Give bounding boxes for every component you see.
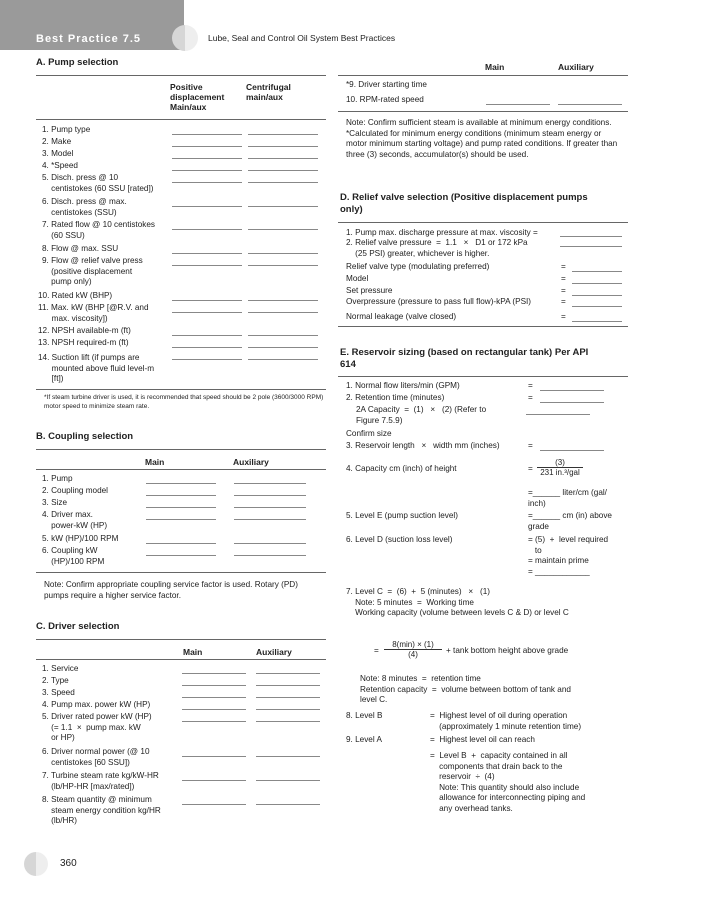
blank-field[interactable]: [172, 347, 242, 348]
blank-field[interactable]: [172, 206, 242, 207]
blank-field[interactable]: [234, 483, 306, 484]
section-a-title: A. Pump selection: [36, 57, 119, 68]
fraction-numerator: 8(min) × (1): [384, 640, 442, 650]
equals-sign: =: [374, 646, 379, 655]
blank-field[interactable]: [248, 229, 318, 230]
list-item: 3. Model: [42, 149, 74, 158]
list-item: 8. Level B: [346, 711, 383, 720]
blank-field[interactable]: [182, 756, 246, 757]
list-item: 3. Size: [42, 498, 68, 507]
blank-field[interactable]: [234, 507, 306, 508]
list-item: 9. Level A: [346, 735, 382, 744]
blank-field[interactable]: [248, 253, 318, 254]
blank-field[interactable]: [572, 321, 622, 322]
section-b-title: B. Coupling selection: [36, 431, 134, 442]
list-item: 6. Driver normal power (@ 10 centistokes [60 SSU]): [42, 747, 150, 767]
blank-field[interactable]: [182, 673, 246, 674]
col-header-main: Main: [145, 457, 165, 467]
divider: [36, 449, 326, 450]
page-circle-icon: [24, 852, 48, 876]
section-e-title: E. Reservoir sizing (based on rectangular tank) Per API 614: [340, 347, 589, 370]
list-item: 7. Level C = (6) + 5 (minutes) × (1) Note: 5 minutes = Working time Working capacity (volume between levels C & D) or level C: [346, 587, 569, 617]
fraction-denominator: 231 in.³/gal: [540, 468, 580, 477]
section-d-title: D. Relief valve selection (Positive displacement pumps only): [340, 192, 588, 215]
equals-sign: =: [561, 274, 566, 283]
fraction-numerator: (3): [537, 458, 583, 468]
divider: [338, 75, 628, 76]
blank-field[interactable]: [234, 555, 306, 556]
blank-field[interactable]: [146, 507, 216, 508]
blank-field[interactable]: [256, 721, 320, 722]
divider: [36, 572, 326, 573]
blank-field[interactable]: [256, 780, 320, 781]
blank-field[interactable]: [182, 709, 246, 710]
col-header-auxiliary: Auxiliary: [256, 647, 292, 657]
list-item: + tank bottom height above grade: [446, 646, 569, 655]
divider: [36, 639, 326, 640]
list-item: 2. Coupling model: [42, 486, 108, 495]
list-item: 2. Relief valve pressure = 1.1 × D1 or 172 kPa (25 PSI) greater, whichever is higher.: [346, 238, 528, 258]
blank-field[interactable]: [560, 246, 622, 247]
blank-field[interactable]: [234, 543, 306, 544]
capacity-fraction: [537, 458, 583, 477]
blank-field[interactable]: [248, 206, 318, 207]
list-item: 2. Make: [42, 137, 72, 146]
list-item: =______ liter/cm (gal/ inch): [528, 488, 607, 508]
list-item: 2. Type: [42, 676, 69, 685]
list-item: 14. Suction lift (if pumps are mounted above fluid level-m [ft]): [38, 353, 155, 383]
list-item: 4. Capacity cm (inch) of height: [346, 464, 457, 473]
blank-field[interactable]: [172, 312, 242, 313]
fraction-denominator: (4): [408, 650, 418, 659]
divider: [338, 222, 628, 223]
blank-field[interactable]: [146, 483, 216, 484]
equals-sign: =: [561, 262, 566, 271]
blank-field[interactable]: [146, 555, 216, 556]
blank-field[interactable]: [256, 697, 320, 698]
blank-field[interactable]: [540, 402, 604, 403]
list-item: 1. Pump max. discharge pressure at max. viscosity =: [346, 228, 538, 237]
blank-field[interactable]: [256, 804, 320, 805]
list-item: = Highest level of oil during operation (approximately 1 minute retention time): [430, 711, 582, 731]
divider: [338, 376, 628, 377]
blank-field[interactable]: [572, 306, 622, 307]
equals-sign: =: [528, 441, 533, 450]
list-item: 7. Turbine steam rate kg/kW-HR (lb/HP-HR [max/rated]): [42, 771, 159, 791]
list-item: Overpressure (pressure to pass full flow)-kPA (PSI): [346, 297, 532, 306]
blank-field[interactable]: [248, 265, 318, 266]
list-item: 9. Flow @ relief valve press (positive displacement pump only): [42, 256, 143, 286]
page-number: 360: [60, 858, 77, 869]
blank-field[interactable]: [172, 300, 242, 301]
list-item: 6. Coupling kW (HP)/100 RPM: [42, 546, 105, 566]
blank-field[interactable]: [248, 347, 318, 348]
list-item: 2. Retention time (minutes): [346, 393, 445, 402]
blank-field[interactable]: [256, 685, 320, 686]
driver-note: Note: Confirm sufficient steam is available at minimum energy conditions. *Calculated for minimum energy conditions (minimum steam energy or motor minimum starting voltage) and pump rated conditions. If greater than three (3) seconds, accumulator(s) should be used.: [346, 118, 618, 159]
blank-field[interactable]: [248, 146, 318, 147]
level-c-fraction: [384, 640, 442, 659]
equals-sign: =: [528, 381, 533, 390]
blank-field[interactable]: [572, 295, 622, 296]
list-item: 5. Level E (pump suction level): [346, 511, 458, 520]
blank-field[interactable]: [256, 756, 320, 757]
blank-field[interactable]: [146, 543, 216, 544]
blank-field[interactable]: [182, 697, 246, 698]
blank-field[interactable]: [248, 300, 318, 301]
header-subtitle: Lube, Seal and Control Oil System Best Practices: [208, 33, 396, 43]
blank-field[interactable]: [248, 335, 318, 336]
divider: [36, 389, 326, 390]
list-item: = Highest level oil can reach: [430, 735, 535, 744]
blank-field[interactable]: [172, 182, 242, 183]
list-item: 13. NPSH required-m (ft): [38, 338, 129, 347]
blank-field[interactable]: [146, 495, 216, 496]
list-item: 12. NPSH available-m (ft): [38, 326, 131, 335]
list-item: 8. Flow @ max. SSU: [42, 244, 119, 253]
col-header-auxiliary: Auxiliary: [233, 457, 269, 467]
list-item: Note: 8 minutes = retention time Retention capacity = volume between bottom of tank and level C.: [360, 674, 571, 704]
col-header-main: Main: [183, 647, 203, 657]
list-item: *9. Driver starting time: [346, 80, 427, 89]
equals-sign: =: [561, 312, 566, 321]
col-header-auxiliary: Auxiliary: [558, 62, 594, 72]
blank-field[interactable]: [256, 709, 320, 710]
blank-field[interactable]: [248, 170, 318, 171]
list-item: 4. Driver max. power-kW (HP): [42, 510, 108, 530]
list-item: Relief valve type (modulating preferred): [346, 262, 490, 271]
blank-field[interactable]: [540, 390, 604, 391]
list-item: 10. Rated kW (BHP): [38, 291, 113, 300]
list-item: 6. Disch. press @ max. centistokes (SSU): [42, 197, 127, 217]
blank-field[interactable]: [172, 265, 242, 266]
blank-field[interactable]: [172, 170, 242, 171]
blank-field[interactable]: [172, 134, 242, 135]
blank-field[interactable]: [182, 685, 246, 686]
blank-field[interactable]: [182, 804, 246, 805]
blank-field[interactable]: [172, 253, 242, 254]
list-item: Model: [346, 274, 369, 283]
list-item: 5. Disch. press @ 10 centistokes (60 SSU [rated]): [42, 173, 154, 193]
list-item: = Level B + capacity contained in all components that drain back to the reservoir ÷ (4) Note: This quantity should also include allowance for interconnecting piping and any overhead tanks.: [430, 751, 586, 813]
list-item: 11. Max. kW (BHP [@R.V. and max. viscosity]): [38, 303, 149, 323]
list-item: 1. Pump: [42, 474, 73, 483]
list-item: = (5) + level required to = maintain prime = ____________: [528, 535, 609, 576]
list-item: 8. Steam quantity @ minimum steam energy condition kg/HR (lb/HR): [42, 795, 161, 825]
equals-sign: =: [528, 393, 533, 402]
blank-field[interactable]: [172, 359, 242, 360]
blank-field[interactable]: [572, 271, 622, 272]
divider: [36, 659, 326, 660]
divider: [36, 119, 326, 120]
blank-field[interactable]: [526, 414, 590, 415]
footnote: *If steam turbine driver is used, it is recommended that speed should be 2 pole (3600/3000 RPM) motor speed to minimize steam rate.: [44, 394, 324, 410]
list-item: 5. Driver rated power kW (HP) (= 1.1 × pump max. kW or HP): [42, 712, 152, 742]
blank-field[interactable]: [172, 146, 242, 147]
divider: [338, 326, 628, 327]
blank-field[interactable]: [146, 519, 216, 520]
list-item: 6. Level D (suction loss level): [346, 535, 453, 544]
list-item: 5. kW (HP)/100 RPM: [42, 534, 119, 543]
list-item: 1. Service: [42, 664, 79, 673]
blank-field[interactable]: [540, 450, 604, 451]
divider: [338, 111, 628, 112]
list-item: 7. Rated flow @ 10 centistokes (60 SSU): [42, 220, 155, 240]
blank-field[interactable]: [234, 519, 306, 520]
divider: [36, 75, 326, 76]
header-circle-icon: [172, 25, 198, 51]
list-item: 3. Speed: [42, 688, 75, 697]
blank-field[interactable]: [172, 158, 242, 159]
section-c-title: C. Driver selection: [36, 621, 120, 632]
blank-field[interactable]: [182, 780, 246, 781]
list-item: Normal leakage (valve closed): [346, 312, 457, 321]
blank-field[interactable]: [248, 312, 318, 313]
blank-field[interactable]: [572, 283, 622, 284]
col-header-centrifugal: Centrifugal main/aux: [246, 82, 291, 102]
blank-field[interactable]: [486, 104, 550, 105]
blank-field[interactable]: [256, 673, 320, 674]
list-item: 3. Reservoir length × width mm (inches): [346, 441, 500, 450]
blank-field[interactable]: [248, 158, 318, 159]
coupling-note: Note: Confirm appropriate coupling service factor is used. Rotary (PD) pumps require a higher service factor.: [44, 580, 298, 600]
blank-field[interactable]: [248, 359, 318, 360]
list-item: Set pressure: [346, 286, 393, 295]
list-item: 10. RPM-rated speed: [346, 95, 424, 104]
list-item: 2A Capacity = (1) × (2) (Refer to Figure 7.5.9): [356, 405, 487, 425]
blank-field[interactable]: [248, 134, 318, 135]
blank-field[interactable]: [560, 236, 622, 237]
blank-field[interactable]: [234, 495, 306, 496]
list-item: =______ cm (in) above grade: [528, 511, 612, 531]
blank-field[interactable]: [172, 335, 242, 336]
blank-field[interactable]: [172, 229, 242, 230]
equals-sign: =: [561, 297, 566, 306]
header-title: Best Practice 7.5: [36, 33, 142, 45]
col-header-main: Main: [485, 62, 505, 72]
list-item: Confirm size: [346, 429, 392, 438]
list-item: 4. *Speed: [42, 161, 78, 170]
equals-sign: =: [528, 464, 533, 473]
blank-field[interactable]: [558, 104, 622, 105]
list-item: 4. Pump max. power kW (HP): [42, 700, 151, 709]
blank-field[interactable]: [182, 721, 246, 722]
col-header-positive: Positive displacement Main/aux: [170, 82, 225, 112]
equals-sign: =: [561, 286, 566, 295]
blank-field[interactable]: [248, 182, 318, 183]
divider: [36, 469, 326, 470]
list-item: 1. Normal flow liters/min (GPM): [346, 381, 460, 390]
list-item: 1. Pump type: [42, 125, 91, 134]
